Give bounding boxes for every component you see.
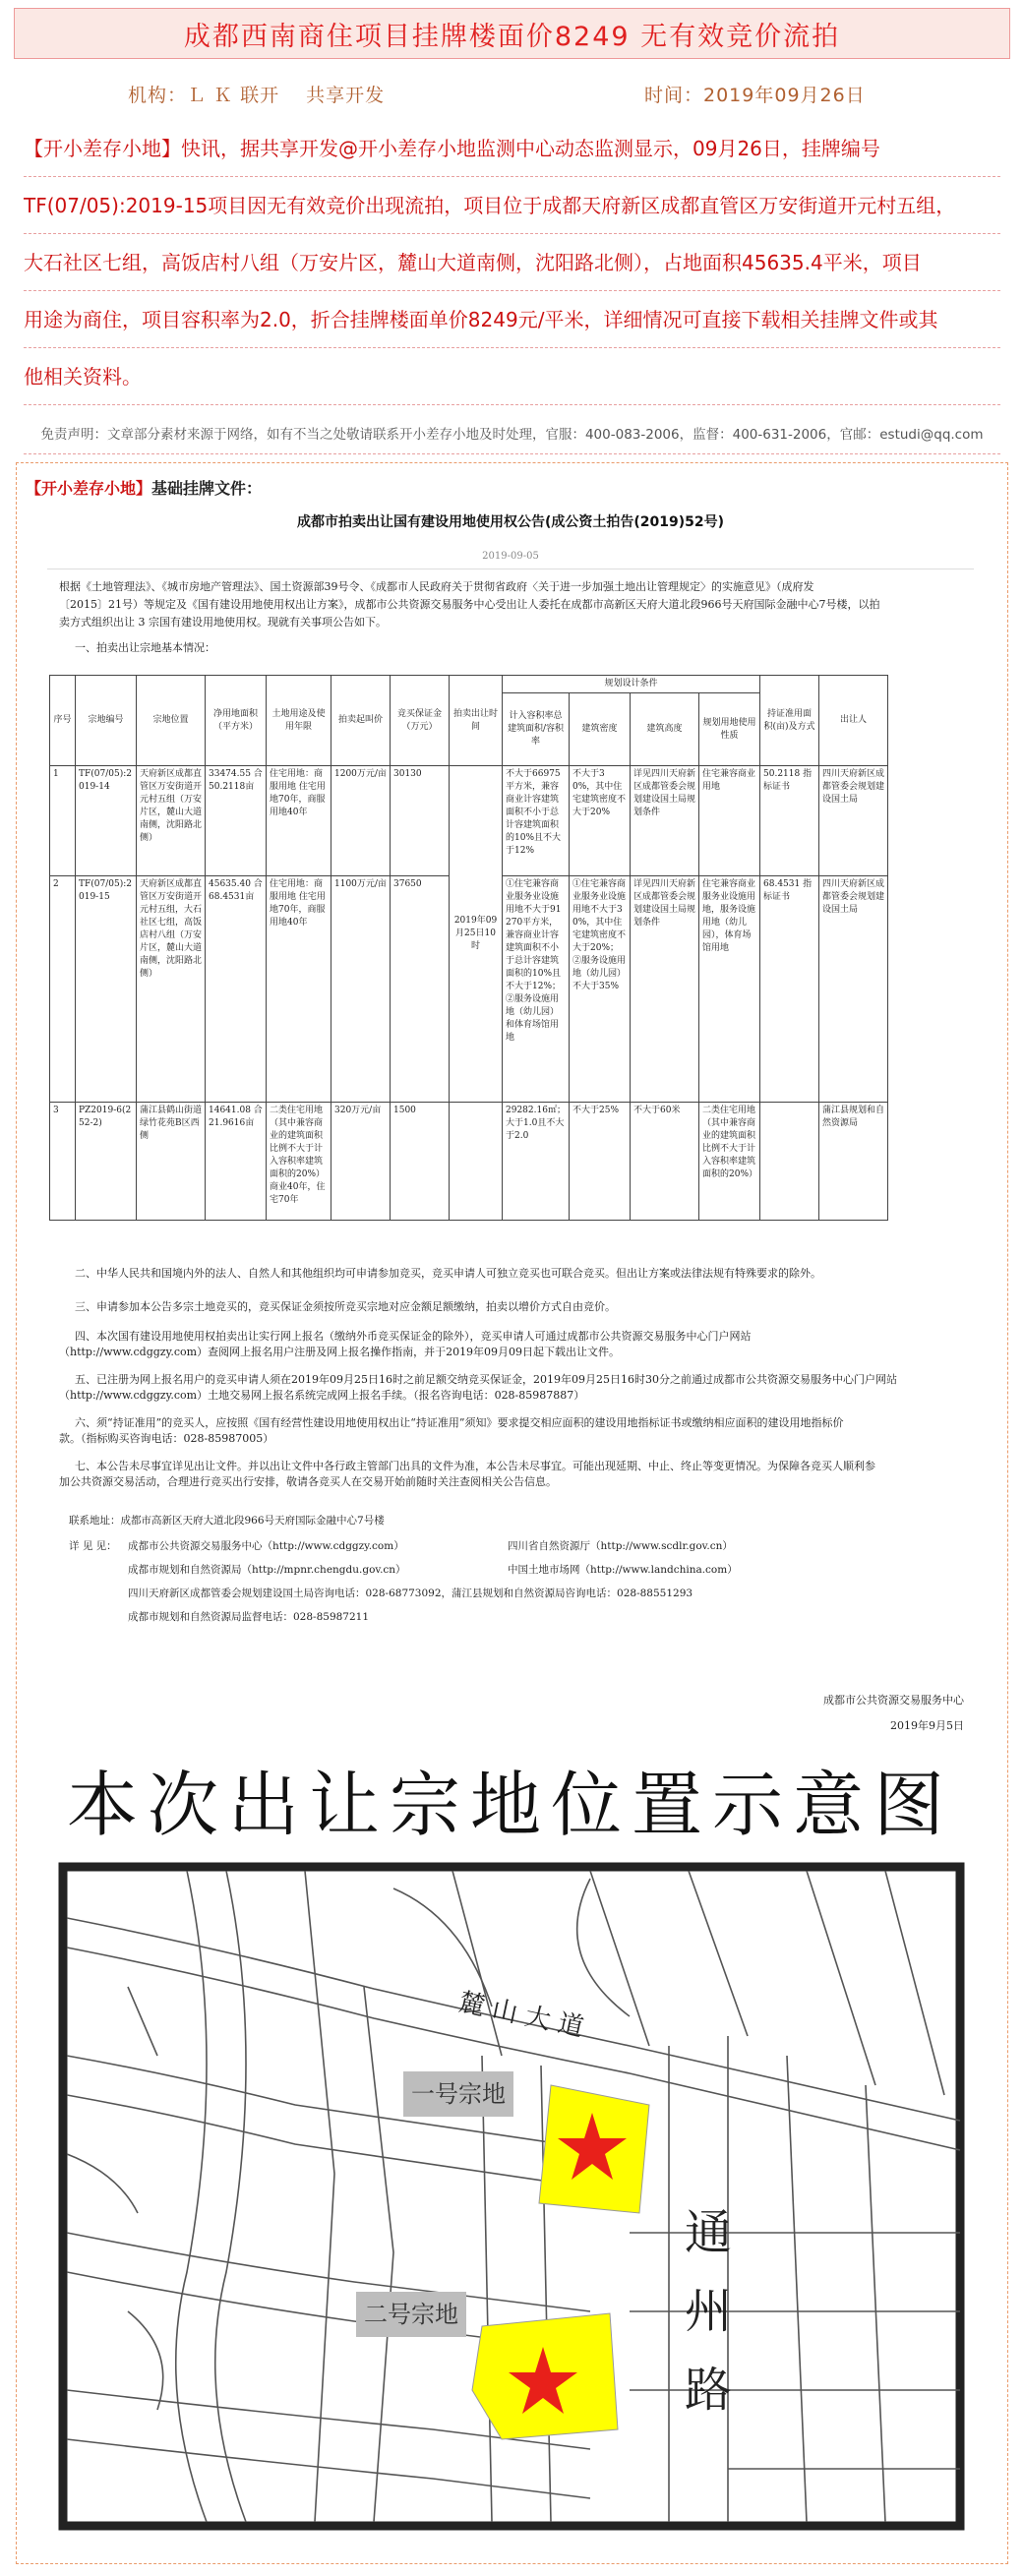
cell: 住宅用地：商服用地 住宅用地70年，商服用地40年 bbox=[267, 876, 331, 1103]
cell: 1100万元/亩 bbox=[331, 876, 391, 1103]
land-table bbox=[49, 675, 888, 1221]
doc-para-5b: （http://www.cdggzy.com）土地交易网上报名系统完成网上报名手续。（报名咨询电话：028-85987887） bbox=[59, 1389, 585, 1402]
road-tongzhou-label: 通 州 路 bbox=[685, 2205, 733, 2418]
cell: 14641.08 合21.9616亩 bbox=[206, 1103, 267, 1221]
cell: 详见四川天府新区成都管委会规划建设国土局规划条件 bbox=[631, 876, 699, 1103]
cell: ①住宅兼容商业服务业设施用地不大于91270平方米，兼容商业计容建筑面积不小于总计容建筑面积的10%且不大于12%；②服务设施用地（幼儿园）和体育场馆用地 bbox=[503, 876, 570, 1103]
news-line: 他相关资料。 bbox=[24, 348, 1000, 405]
table-row bbox=[50, 766, 888, 876]
news-tag: 【开小差存小地】 bbox=[24, 137, 181, 160]
cell: 蒲江县鹤山街道绿竹花苑B区西侧 bbox=[137, 1103, 206, 1221]
cell: 不大于25% bbox=[570, 1103, 631, 1221]
cell: 四川天府新区成都管委会规划建设国土局 bbox=[819, 766, 888, 876]
doc-para-2: 二、中华人民共和国境内外的法人、自然人和其他组织均可申请参加竞买，竞买申请人可独立竞买也可联合竞买。但出让方案或法律法规有特殊要求的除外。 bbox=[75, 1267, 821, 1280]
news-line bbox=[24, 120, 1000, 177]
contact-link-landchina[interactable]: 中国土地市场网（http://www.landchina.com） bbox=[508, 1564, 738, 1576]
disclaimer: 免责声明：文章部分素材来源于网络，如有不当之处敬请联系开小差存小地及时处理，官服：400-083-2006，监督：400-631-2006，官邮：estudi@qq.com bbox=[24, 415, 1000, 454]
th-deposit: 竞买保证金（万元） bbox=[391, 676, 450, 766]
th-code: 宗地编号 bbox=[76, 676, 137, 766]
th-grantor: 出让人 bbox=[819, 676, 888, 766]
doc-para-7a: 七、本公告未尽事宜详见出让文件。并以出让文件中各行政主管部门出具的文件为准，本公告未尽事宜。可能出现延期、中止、终止等变更情况。为保障各竞买人顺利参 bbox=[75, 1460, 875, 1472]
cell: 住宅兼容商业服务业设施用地，服务设施用地（幼儿园），体育场馆用地 bbox=[699, 876, 760, 1103]
article-org: 机构：Ｌ Ｋ 联开 共享开发 bbox=[128, 85, 386, 106]
th-cert: 持证准用面积(亩)及方式 bbox=[760, 676, 819, 766]
doc-para-4b: （http://www.cdggzy.com）查阅网上报名用户注册及网上报名操作指南，并于2019年09月09日起下载出让文件。 bbox=[59, 1346, 621, 1358]
cell: 详见四川天府新区成都管委会规划建设国土局规划条件 bbox=[631, 766, 699, 876]
contact-link-mpnr[interactable]: 成都市规划和自然资源局（http://mpnr.chengdu.gov.cn） bbox=[128, 1564, 406, 1576]
attachment-tag: 【开小差存小地】 bbox=[26, 479, 152, 498]
map-drawing bbox=[39, 1761, 982, 2547]
cell: 不大于60米 bbox=[631, 1103, 699, 1221]
cell: 住宅兼容商业用地 bbox=[699, 766, 760, 876]
cell: ①住宅兼容商业服务业设施用地不大于30%，其中住宅建筑密度不大于20%；②服务设施用地（幼儿园）不大于35% bbox=[570, 876, 631, 1103]
doc-para-3: 三、申请参加本公告多宗土地竞买的，竞买保证金须按所竞买宗地对应金额足额缴纳，拍卖以增价方式自由竞价。 bbox=[75, 1300, 616, 1313]
doc-para-6a: 六、须“持证准用”的竞买人，应按照《国有经营性建设用地使用权出让“持证准用”须知》要求提交相应面积的建设用地指标证书或缴纳相应面积的建设用地指标价 bbox=[75, 1416, 844, 1429]
cell: 天府新区成都直管区万安街道开元村五组（万安片区，麓山大道南侧，沈阳路北侧） bbox=[137, 766, 206, 876]
news-text: 快讯，据共享开发@开小差存小地监测中心动态监测显示，09月26日，挂牌编号 bbox=[181, 137, 880, 160]
cell: TF(07/05):2019-14 bbox=[76, 766, 137, 876]
contact-address: 联系地址：成都市高新区天府大道北段966号天府国际金融中心7号楼 bbox=[69, 1515, 385, 1527]
location-map bbox=[39, 1761, 982, 2547]
news-line: 用途为商住，项目容积率为2.0，折合挂牌楼面单价8249元/平米，详细情况可直接下载相关挂牌文件或其 bbox=[24, 291, 1000, 348]
th-location: 宗地位置 bbox=[137, 676, 206, 766]
th-far: 计入容积率总建筑面积/容积率 bbox=[503, 693, 570, 766]
contact-supervision: 成都市规划和自然资源局监督电话：028-85987211 bbox=[128, 1611, 370, 1623]
attachment-label: 基础挂牌文件： bbox=[151, 479, 263, 498]
th-landuse: 规划用地使用性质 bbox=[699, 693, 760, 766]
news-line: 大石社区七组，高饭店村八组（万安片区，麓山大道南侧，沈阳路北侧），占地面积45635.4平米，项目 bbox=[24, 234, 1000, 291]
doc-section-1: 一、拍卖出让宗地基本情况： bbox=[75, 641, 215, 654]
contact-see-label: 详 见 见： bbox=[69, 1540, 117, 1552]
cell: 四川天府新区成都管委会规划建设国土局 bbox=[819, 876, 888, 1103]
news-body bbox=[24, 120, 1000, 405]
cell: 2 bbox=[50, 876, 76, 1103]
attachment-heading bbox=[26, 476, 262, 499]
cell: 320万元/亩 bbox=[331, 1103, 391, 1221]
cell: TF(07/05):2019-15 bbox=[76, 876, 137, 1103]
table-header-row bbox=[50, 676, 888, 693]
cell: 68.4531 指标证书 bbox=[760, 876, 819, 1103]
contact-link-ggzy[interactable]: 成都市公共资源交易服务中心（http://www.cdggzy.com） bbox=[128, 1540, 404, 1552]
th-start-price: 拍卖起叫价 bbox=[331, 676, 391, 766]
signature-org: 成都市公共资源交易服务中心 bbox=[823, 1694, 964, 1707]
cell: 二类住宅用地（其中兼容商业的建筑面积比例不大于计入容积率建筑面积的20%） bbox=[699, 1103, 760, 1221]
cell: 1500 bbox=[391, 1103, 450, 1221]
th-time: 拍卖出让时间 bbox=[450, 676, 503, 766]
th-height: 建筑高度 bbox=[631, 693, 699, 766]
cell: 1200万元/亩 bbox=[331, 766, 391, 876]
doc-para-7b: 加公共资源交易活动，合理进行竞买出行安排，敬请各竞买人在交易开始前随时关注查阅相关公告信息。 bbox=[59, 1475, 557, 1488]
cell: 不大于30%，其中住宅建筑密度不大于20% bbox=[570, 766, 631, 876]
cell: 50.2118 指标证书 bbox=[760, 766, 819, 876]
cell: 住宅用地：商服用地 住宅用地70年，商服用地40年 bbox=[267, 766, 331, 876]
th-plan: 规划设计条件 bbox=[503, 676, 760, 693]
contact-link-scdlr[interactable]: 四川省自然资源厅（http://www.scdlr.gov.cn） bbox=[508, 1540, 733, 1552]
doc-para-5a: 五、已注册为网上报名用户的竞买申请人须在2019年09月25日16时之前足额交纳竞买保证金，2019年09月25日16时30分之前通过成都市公共资源交易服务中心门户网站 bbox=[75, 1373, 897, 1386]
doc-title: 成都市拍卖出让国有建设用地使用权公告(成公资土拍告(2019)52号) bbox=[296, 514, 725, 530]
table-row bbox=[50, 1103, 888, 1221]
cell: 3 bbox=[50, 1103, 76, 1221]
th-seq: 序号 bbox=[50, 676, 76, 766]
cell: 45635.40 合68.4531亩 bbox=[206, 876, 267, 1103]
cell bbox=[450, 1103, 503, 1221]
road-lushan-label: 麓 山 大 道 bbox=[455, 1987, 586, 2044]
parcel-2-label: 二号宗地 bbox=[364, 2301, 458, 2328]
th-use: 土地用途及使用年限 bbox=[267, 676, 331, 766]
announcement-document bbox=[39, 502, 982, 1749]
doc-intro-3: 卖方式组织出让 3 宗国有建设用地使用权。现就有关事项公告如下。 bbox=[59, 616, 387, 629]
cell: 二类住宅用地（其中兼容商业的建筑面积比例不大于计入容积率建筑面积的20%） 商业40年，住宅70年 bbox=[267, 1103, 331, 1221]
cell: 天府新区成都直管区万安街道开元村五组，大石社区七组，高饭店村八组（万安片区，麓山大道南侧，沈阳路北侧） bbox=[137, 876, 206, 1103]
doc-intro-2: 〔2015〕21号）等规定及《国有建设用地使用权出让方案》，成都市公共资源交易服务中心受出让人委托在成都市高新区天府大道北段966号天府国际金融中心7号楼，以拍 bbox=[59, 598, 880, 611]
signature-date: 2019年9月5日 bbox=[890, 1719, 964, 1732]
cell: 29282.16㎡；大于1.0且不大于2.0 bbox=[503, 1103, 570, 1221]
cell bbox=[760, 1103, 819, 1221]
contact-phones: 四川天府新区成都管委会规划建设国土局咨询电话：028-68773092，蒲江县规划和自然资源局咨询电话：028-88551293 bbox=[128, 1588, 693, 1599]
cell-auction-time: 2019年09月25日10时 bbox=[450, 766, 503, 1103]
doc-date: 2019-09-05 bbox=[482, 551, 539, 562]
cell: 蒲江县规划和自然资源局 bbox=[819, 1103, 888, 1221]
cell: 不大于66975平方米，兼容商业计容建筑面积不小于总计容建筑面积的10%且不大于12% bbox=[503, 766, 570, 876]
article-title: 成都西南商住项目挂牌楼面价8249 无有效竞价流拍 bbox=[14, 8, 1010, 59]
cell: 33474.55 合50.2118亩 bbox=[206, 766, 267, 876]
cell: 1 bbox=[50, 766, 76, 876]
doc-para-4a: 四、本次国有建设用地使用权拍卖出让实行网上报名（缴纳外币竞买保证金的除外），竞买申请人可通过成都市公共资源交易服务中心门户网站 bbox=[75, 1330, 752, 1343]
doc-para-6b: 款。（指标购买咨询电话：028-85987005） bbox=[59, 1432, 274, 1445]
news-line: TF(07/05):2019-15项目因无有效竞价出现流拍，项目位于成都天府新区成都直管区万安街道开元村五组， bbox=[24, 177, 1000, 234]
cell: 30130 bbox=[391, 766, 450, 876]
article-time: 时间：2019年09月26日 bbox=[644, 85, 866, 106]
parcel-1-label: 一号宗地 bbox=[411, 2080, 506, 2108]
doc-intro-1: 根据《土地管理法》、《城市房地产管理法》、国土资源部39号令、《成都市人民政府关于贯彻省政府〈关于进一步加强土地出让管理规定〉的实施意见》（成府发 bbox=[59, 580, 814, 593]
cell: PZ2019-6(252-2) bbox=[76, 1103, 137, 1221]
th-area: 净用地面积（平方米） bbox=[206, 676, 267, 766]
map-title: 本次出让宗地位置示意图 bbox=[66, 1764, 954, 1846]
cell: 37650 bbox=[391, 876, 450, 1103]
th-density: 建筑密度 bbox=[570, 693, 631, 766]
